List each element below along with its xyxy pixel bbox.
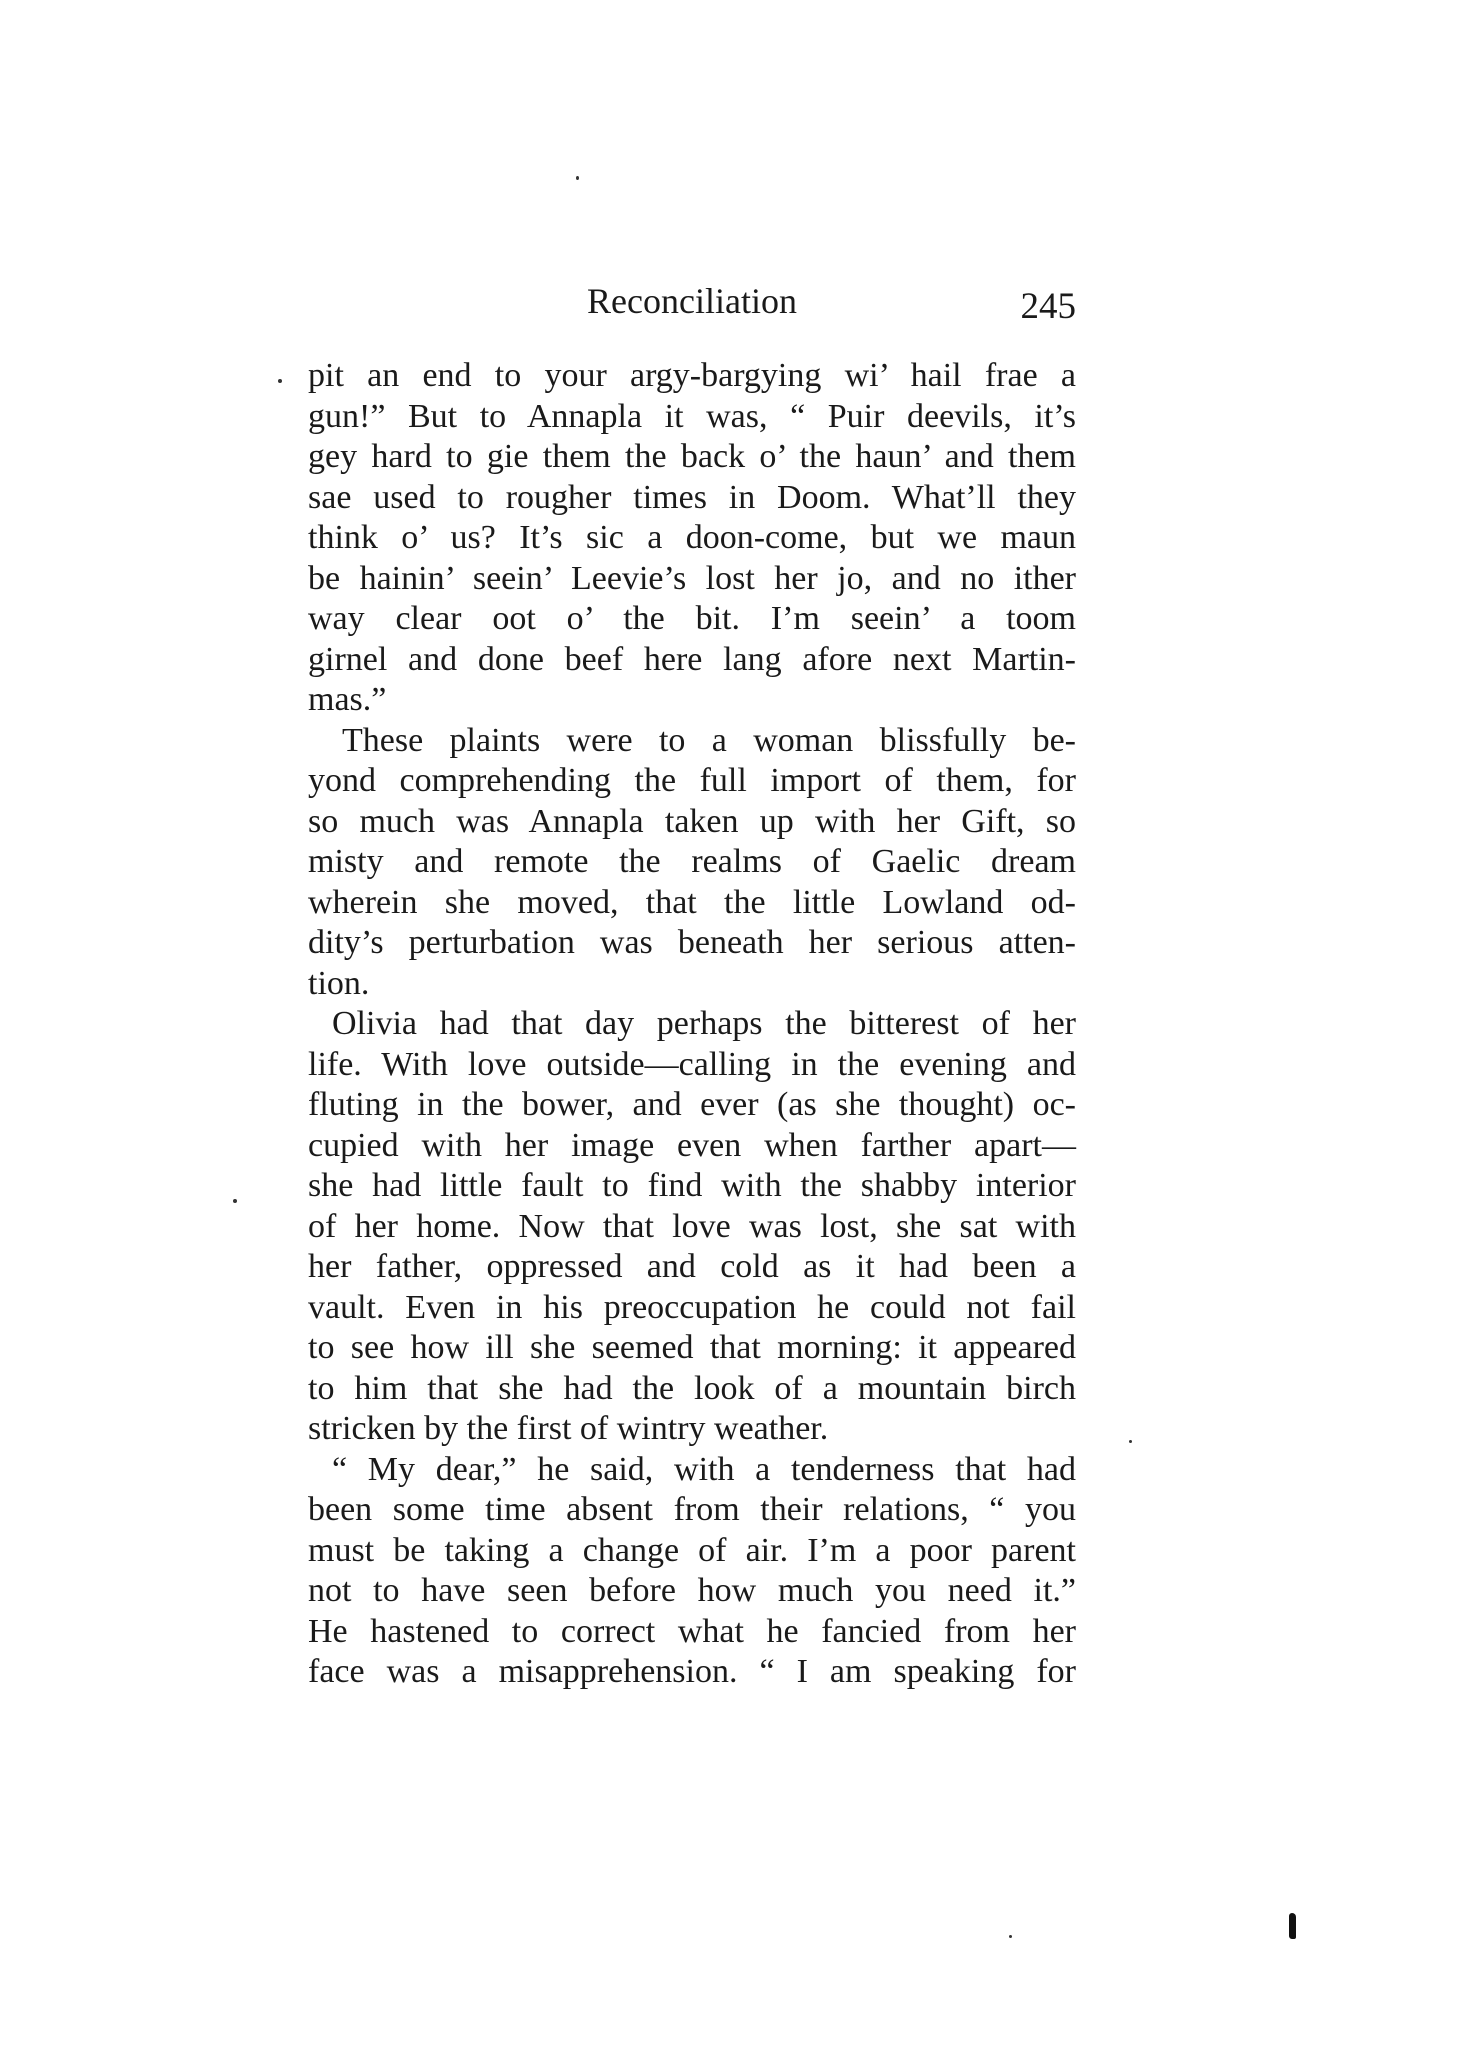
scan-speck [1129, 1440, 1132, 1443]
body-text [308, 356, 1076, 1693]
text-line: to see how ill she seemed that morning: it appeared [308, 1329, 1076, 1366]
text-line: life. With love outside—calling in the evening and [308, 1045, 1076, 1083]
text-line: stricken by the first of wintry weather. [308, 1410, 829, 1447]
scan-speck [233, 1199, 237, 1203]
text-line: pit an end to your argy-bargying wi’ hail frae a [308, 357, 1076, 394]
text-line: to him that she had the look of a mountain birch [308, 1369, 1076, 1407]
text-line: wherein she moved, that the little Lowland od- [308, 883, 1076, 921]
running-title: Reconciliation [587, 281, 797, 321]
text-line: not to have seen before how much you need it.” [308, 1572, 1076, 1609]
text-line: gey hard to gie them the back o’ the haun’ and them [308, 438, 1076, 475]
text-line: must be taking a change of air. I’m a poor parent [308, 1531, 1076, 1569]
text-line: be hainin’ seein’ Leevie’s lost her jo, and no ither [308, 559, 1076, 597]
text-line: cupied with her image even when farther apart— [308, 1126, 1076, 1164]
text-line: These plaints were to a woman blissfully be- [342, 721, 1076, 759]
page-number: 245 [1020, 286, 1076, 327]
scan-speck [1009, 1935, 1012, 1938]
text-line: He hastened to correct what he fancied from her [308, 1612, 1076, 1650]
text-line: face was a misapprehension. “ I am speaking for [308, 1653, 1076, 1690]
scan-speck [576, 176, 579, 180]
text-line: her father, oppressed and cold as it had been a [308, 1248, 1076, 1285]
scan-speck [278, 379, 282, 383]
text-line: been some time absent from their relations, “ you [308, 1491, 1076, 1528]
text-line: girnel and done beef here lang afore next Martin- [308, 640, 1076, 678]
running-head [308, 276, 1076, 326]
text-line: she had little fault to find with the shabby interior [308, 1167, 1076, 1204]
text-line: “ My dear,” he said, with a tenderness that had [332, 1450, 1076, 1488]
text-line: dity’s perturbation was beneath her serious atten- [308, 924, 1076, 961]
text-line: of her home. Now that love was lost, she sat with [308, 1207, 1076, 1245]
text-line: mas.” [308, 681, 387, 718]
text-line: gun!” But to Annapla it was, “ Puir deevils, it’s [308, 397, 1076, 435]
scan-edge-mark [1289, 1913, 1296, 1939]
text-line: misty and remote the realms of Gaelic dream [308, 843, 1076, 880]
text-line: sae used to rougher times in Doom. What’ll they [308, 478, 1076, 516]
text-line: fluting in the bower, and ever (as she thought) oc- [308, 1086, 1076, 1123]
text-line: yond comprehending the full import of them, for [308, 762, 1076, 799]
text-line: Olivia had that day perhaps the bitterest of her [332, 1005, 1076, 1042]
text-line: way clear oot o’ the bit. I’m seein’ a toom [308, 600, 1076, 637]
text-line: think o’ us? It’s sic a doon-come, but we maun [308, 519, 1076, 556]
text-line: vault. Even in his preoccupation he could not fail [308, 1288, 1076, 1326]
text-line: tion. [308, 964, 370, 1002]
text-line: so much was Annapla taken up with her Gift, so [308, 802, 1076, 840]
